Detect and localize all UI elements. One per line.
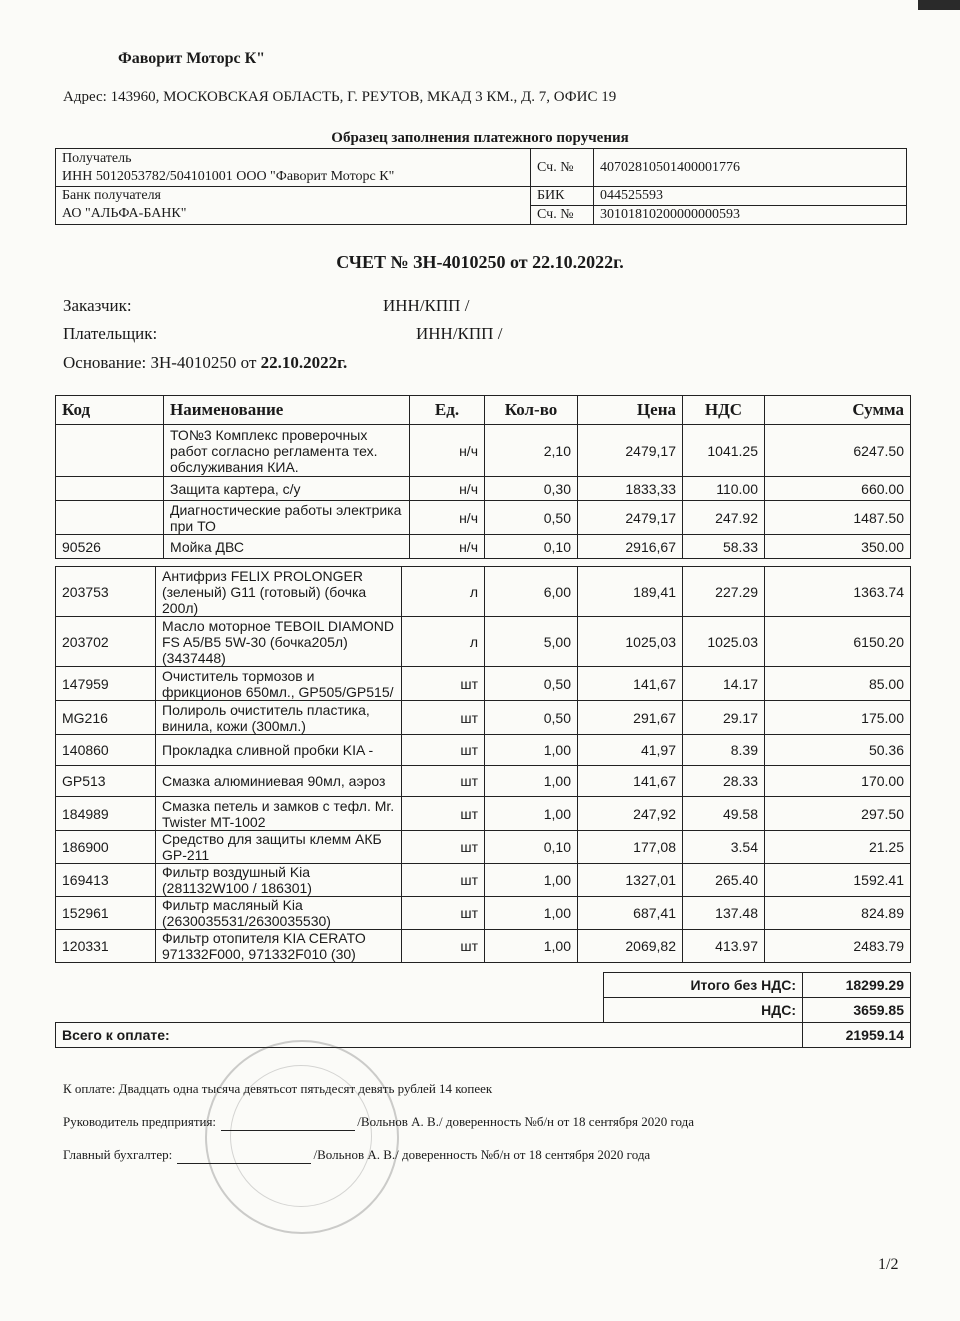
grand-total-table [55, 1022, 911, 1048]
cell-sum: 297.50 [765, 797, 911, 831]
parts-table [55, 566, 911, 963]
cell-sum: 660.00 [765, 477, 911, 501]
cell-code: 203753 [56, 567, 156, 617]
cell-name: Прокладка сливной пробки KIA - [156, 735, 402, 766]
cell-qty: 1,00 [485, 766, 578, 797]
cell-price: 2479,17 [578, 501, 683, 535]
cell-name: Мойка ДВС [164, 535, 410, 559]
cell-name: Смазка алюминиевая 90мл, аэроз [156, 766, 402, 797]
accountant-label: Главный бухгалтер: [63, 1147, 173, 1162]
cell-sum: 1363.74 [765, 567, 911, 617]
cell-unit: л [402, 567, 485, 617]
cell-code: 169413 [56, 864, 156, 897]
cell-vat: 227.29 [683, 567, 765, 617]
header-code: Код [56, 396, 164, 425]
basis-line [63, 353, 347, 373]
cell-price: 291,67 [578, 701, 683, 735]
cell-sum: 2483.79 [765, 930, 911, 963]
cell-price: 177,08 [578, 831, 683, 864]
net-total-label: Итого без НДС: [604, 973, 803, 998]
cell-code: GP513 [56, 766, 156, 797]
cell-unit: шт [402, 831, 485, 864]
services-table [55, 395, 911, 559]
cell-code [56, 425, 164, 477]
scan-edge-mark [918, 0, 960, 10]
cell-price: 2916,67 [578, 535, 683, 559]
totals-table [603, 972, 911, 1023]
cell-unit: шт [402, 766, 485, 797]
amount-in-words: К оплате: Двадцать одна тысяча девятьсот пятьдесят девять рублей 14 копеек [63, 1081, 493, 1096]
cell-name: Масло моторное TEBOIL DIAMOND FS A5/B5 5W-30 (бочка205л) (3437448) [156, 617, 402, 667]
grand-total-label: Всего к оплате: [56, 1023, 803, 1048]
table-row [56, 766, 911, 797]
company-address: Адрес: 143960, МОСКОВСКАЯ ОБЛАСТЬ, Г. РЕУТОВ, МКАД 3 КМ., Д. 7, ОФИС 19 [63, 89, 617, 105]
customer-label: Заказчик: [63, 296, 132, 315]
cell-unit: л [402, 617, 485, 667]
cell-price: 1833,33 [578, 477, 683, 501]
director-value: /Вольнов А. В./ доверенность №б/н от 18 сентября 2020 года [357, 1114, 695, 1129]
cell-code: 203702 [56, 617, 156, 667]
cell-unit: н/ч [410, 425, 485, 477]
cell-vat: 1025.03 [683, 617, 765, 667]
cell-sum: 175.00 [765, 701, 911, 735]
cell-name: Антифриз FELIX PROLONGER (зеленый) G11 (готовый) (бочка 200л) [156, 567, 402, 617]
cell-qty: 0,30 [485, 477, 578, 501]
cell-price: 247,92 [578, 797, 683, 831]
cell-unit: шт [402, 864, 485, 897]
recipient-value: ИНН 5012053782/504101001 ООО "Фаворит Моторс К" [62, 169, 395, 184]
cell-price: 1025,03 [578, 617, 683, 667]
cell-code: 90526 [56, 535, 164, 559]
cell-vat: 8.39 [683, 735, 765, 766]
cell-qty: 1,00 [485, 797, 578, 831]
cell-price: 687,41 [578, 897, 683, 930]
table-row [56, 667, 911, 701]
cell-sum: 1487.50 [765, 501, 911, 535]
table-row [56, 535, 911, 559]
table-row [56, 797, 911, 831]
cell-qty: 1,00 [485, 897, 578, 930]
header-name: Наименование [164, 396, 410, 425]
director-label: Руководитель предприятия: [63, 1114, 217, 1129]
cell-name: Очиститель тормозов и фрикционов 650мл., GP505/GP515/ [156, 667, 402, 701]
cell-price: 189,41 [578, 567, 683, 617]
cell-sum: 824.89 [765, 897, 911, 930]
cell-qty: 6,00 [485, 567, 578, 617]
cell-code: 140860 [56, 735, 156, 766]
cell-vat: 14.17 [683, 667, 765, 701]
page-number: 1/2 [878, 1256, 899, 1273]
cell-code [56, 477, 164, 501]
header-unit: Ед. [410, 396, 485, 425]
header-sum: Сумма [765, 396, 911, 425]
cell-unit: н/ч [410, 501, 485, 535]
cell-price: 2069,82 [578, 930, 683, 963]
payer-label: Плательщик: [63, 324, 158, 343]
basis-label: Основание: ЗН-4010250 от [63, 353, 257, 372]
header-qty: Кол-во [485, 396, 578, 425]
table-row [56, 701, 911, 735]
cell-unit: шт [402, 701, 485, 735]
cell-name: Средство для защиты клемм АКБ GP-211 [156, 831, 402, 864]
cell-vat: 137.48 [683, 897, 765, 930]
header-vat: НДС [683, 396, 765, 425]
accountant-signature-line [177, 1147, 311, 1164]
recipient-cell [56, 149, 531, 187]
bank-value: АО "АЛЬФА-БАНК" [62, 206, 187, 221]
recipient-label: Получатель [62, 151, 132, 166]
cell-vat: 28.33 [683, 766, 765, 797]
vat-total-value: 3659.85 [803, 998, 911, 1023]
cell-price: 2479,17 [578, 425, 683, 477]
cell-qty: 1,00 [485, 864, 578, 897]
cell-sum: 6247.50 [765, 425, 911, 477]
director-line [63, 1114, 694, 1131]
bank-label: Банк получателя [62, 188, 161, 203]
customer-inn: ИНН/КПП / [383, 296, 470, 315]
cell-name: Фильтр масляный Kia (2630035531/2630035530) [156, 897, 402, 930]
cell-price: 141,67 [578, 667, 683, 701]
cell-sum: 21.25 [765, 831, 911, 864]
cell-sum: 6150.20 [765, 617, 911, 667]
vat-total-label: НДС: [604, 998, 803, 1023]
basis-date: 22.10.2022г. [260, 353, 348, 372]
cell-unit: шт [402, 797, 485, 831]
cell-vat: 265.40 [683, 864, 765, 897]
cell-qty: 2,10 [485, 425, 578, 477]
cell-vat: 247.92 [683, 501, 765, 535]
table-row [56, 897, 911, 930]
cell-unit: шт [402, 735, 485, 766]
cell-qty: 1,00 [485, 735, 578, 766]
payer-inn: ИНН/КПП / [416, 324, 503, 343]
bank-cell [56, 187, 531, 225]
cell-vat: 49.58 [683, 797, 765, 831]
account-value: 40702810501400001776 [594, 149, 907, 187]
corr-account-value: 30101810200000000593 [594, 206, 907, 225]
cell-code: 147959 [56, 667, 156, 701]
cell-name: Смазка петель и замков с тефл. Mr. Twister MT-1002 [156, 797, 402, 831]
cell-qty: 0,50 [485, 501, 578, 535]
cell-unit: шт [402, 930, 485, 963]
bik-label: БИК [531, 187, 594, 206]
account-label: Сч. № [531, 149, 594, 187]
cell-sum: 85.00 [765, 667, 911, 701]
cell-code: 184989 [56, 797, 156, 831]
table-row [56, 864, 911, 897]
cell-name: Фильтр отопителя KIA CERATO 971332F000, 971332F010 (30) [156, 930, 402, 963]
director-signature-line [221, 1114, 355, 1131]
table-row [56, 930, 911, 963]
table-row [56, 501, 911, 535]
cell-qty: 1,00 [485, 930, 578, 963]
invoice-title: СЧЕТ № ЗН-4010250 от 22.10.2022г. [336, 252, 624, 272]
table-row [56, 567, 911, 617]
cell-sum: 1592.41 [765, 864, 911, 897]
cell-vat: 1041.25 [683, 425, 765, 477]
payment-sample-title: Образец заполнения платежного поручения [331, 130, 629, 146]
cell-qty: 0,10 [485, 535, 578, 559]
cell-qty: 0,50 [485, 667, 578, 701]
cell-code [56, 501, 164, 535]
cell-qty: 5,00 [485, 617, 578, 667]
cell-price: 141,67 [578, 766, 683, 797]
accountant-line [63, 1147, 650, 1164]
cell-vat: 413.97 [683, 930, 765, 963]
cell-qty: 0,50 [485, 701, 578, 735]
corr-account-label: Сч. № [531, 206, 594, 225]
cell-vat: 110.00 [683, 477, 765, 501]
cell-unit: шт [402, 897, 485, 930]
accountant-value: /Вольнов А. В./ доверенность №б/н от 18 сентября 2020 года [313, 1147, 651, 1162]
table-row [56, 425, 911, 477]
table-row [56, 831, 911, 864]
cell-code: MG216 [56, 701, 156, 735]
table-row [56, 735, 911, 766]
cell-unit: шт [402, 667, 485, 701]
cell-unit: н/ч [410, 477, 485, 501]
cell-code: 186900 [56, 831, 156, 864]
cell-name: Диагностические работы электрика при ТО [164, 501, 410, 535]
cell-unit: н/ч [410, 535, 485, 559]
table-row [56, 477, 911, 501]
cell-price: 1327,01 [578, 864, 683, 897]
cell-vat: 58.33 [683, 535, 765, 559]
cell-name: Фильтр воздушный Kia (281132W100 / 186301) [156, 864, 402, 897]
cell-vat: 29.17 [683, 701, 765, 735]
cell-sum: 170.00 [765, 766, 911, 797]
cell-price: 41,97 [578, 735, 683, 766]
bik-value: 044525593 [594, 187, 907, 206]
net-total-value: 18299.29 [803, 973, 911, 998]
cell-name: Полироль очиститель пластика, винила, кожи (300мл.) [156, 701, 402, 735]
cell-name: Защита картера, с/у [164, 477, 410, 501]
cell-sum: 350.00 [765, 535, 911, 559]
company-name: Фаворит Моторс К" [118, 50, 266, 67]
cell-sum: 50.36 [765, 735, 911, 766]
cell-vat: 3.54 [683, 831, 765, 864]
header-price: Цена [578, 396, 683, 425]
cell-qty: 0,10 [485, 831, 578, 864]
table-row [56, 617, 911, 667]
cell-code: 120331 [56, 930, 156, 963]
bank-details-table [55, 148, 907, 225]
grand-total-value: 21959.14 [803, 1023, 911, 1048]
cell-name: ТО№3 Комплекс проверочных работ согласно регламента тех. обслуживания КИА. [164, 425, 410, 477]
cell-code: 152961 [56, 897, 156, 930]
